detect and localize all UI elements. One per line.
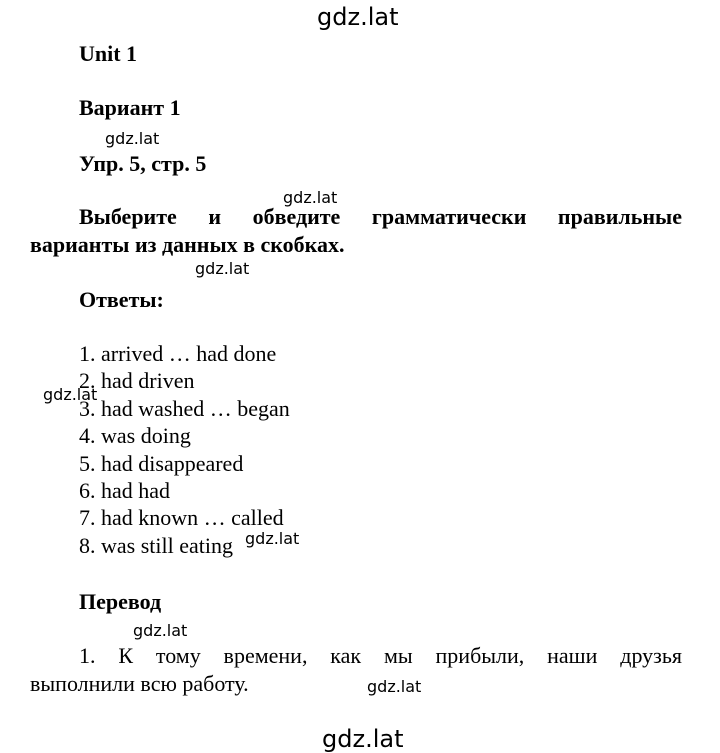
- answers-heading: Ответы:: [79, 287, 164, 312]
- answer-item-5: 5. had disappeared: [79, 450, 244, 476]
- watermark: gdz.lat: [245, 529, 300, 548]
- variant-title: Вариант 1: [79, 95, 181, 120]
- answer-item-7: 7. had known … called: [79, 505, 284, 531]
- answer-item-1: 1. arrived … had done: [79, 341, 277, 366]
- watermark: gdz.lat: [43, 385, 98, 404]
- answers-list: [79, 340, 290, 559]
- answer-item-8: 8. was still eating: [79, 532, 233, 558]
- exercise-title: Упр. 5, стр. 5: [79, 151, 207, 176]
- answer-item-4: 4. was doing: [79, 423, 191, 449]
- task-line-1: Выберите и обведите грамматически правильные: [79, 204, 682, 229]
- translation-text: [30, 642, 682, 698]
- translation-line-1: 1. К тому времени, как мы прибыли, наши друзья: [79, 643, 682, 668]
- answer-item-6: 6. had had: [79, 478, 171, 504]
- unit-title: Unit 1: [79, 41, 138, 66]
- watermark: gdz.lat: [133, 621, 188, 640]
- answer-item-3: 3. had washed … began: [79, 395, 290, 421]
- answer-item-2: 2. had driven: [79, 368, 195, 394]
- watermark-top: gdz.lat: [317, 3, 399, 31]
- watermark: gdz.lat: [105, 129, 160, 148]
- translation-line-2: выполнили всю работу.: [30, 671, 249, 696]
- watermark: gdz.lat: [195, 259, 250, 278]
- task-line-2: варианты из данных в скобках.: [30, 232, 345, 257]
- task-instruction: [30, 203, 682, 259]
- translation-heading: Перевод: [79, 589, 162, 614]
- watermark: gdz.lat: [283, 188, 338, 207]
- watermark: gdz.lat: [367, 677, 422, 696]
- watermark-bottom: gdz.lat: [322, 725, 404, 753]
